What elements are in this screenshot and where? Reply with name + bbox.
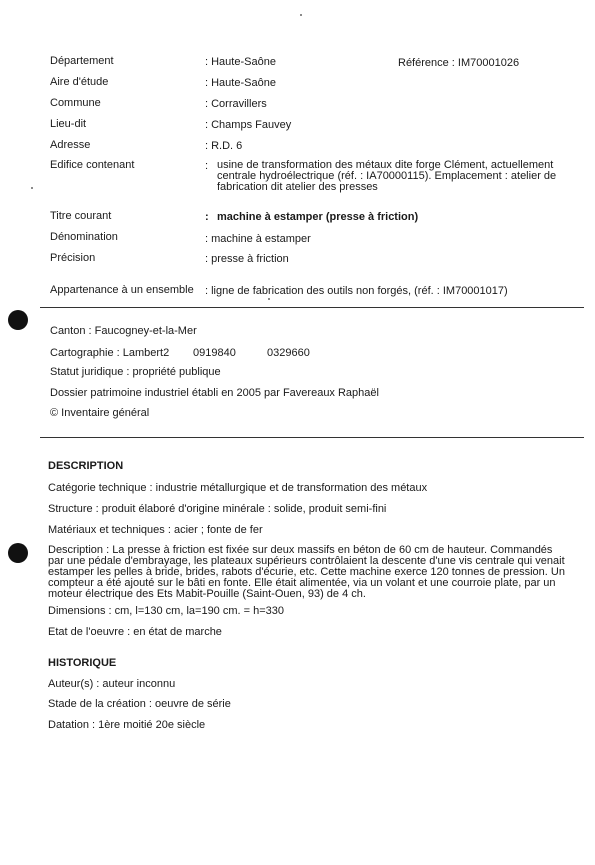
precision-label: Précision: [50, 252, 96, 264]
adresse-value: : R.D. 6: [205, 140, 243, 152]
appartenance-value: : ligne de fabrication des outils non forgés, (réf. : IM70001017): [205, 285, 508, 297]
precision-value: : presse à friction: [205, 253, 289, 265]
punch-hole-top: [8, 310, 28, 330]
dossier-info: Dossier patrimoine industriel établi en 2005 par Favereaux Raphaël: [50, 387, 379, 399]
section-divider-bottom: [40, 437, 584, 438]
denomination-label: Dénomination: [50, 231, 118, 243]
scan-speck: [300, 14, 302, 16]
coordinate-x: 0919840: [193, 347, 236, 359]
datation: Datation : 1ère moitié 20e siècle: [48, 719, 206, 731]
categorie-technique: Catégorie technique : industrie métallurgique et de transformation des métaux: [48, 482, 428, 494]
commune-label: Commune: [50, 97, 101, 109]
etat-oeuvre: Etat de l'oeuvre : en état de marche: [48, 626, 222, 638]
stade-creation: Stade de la création : oeuvre de série: [48, 698, 231, 710]
coordinate-y: 0329660: [267, 347, 310, 359]
denomination-value: : machine à estamper: [205, 233, 311, 245]
edifice-label: Edifice contenant: [50, 159, 135, 171]
punch-hole-bottom: [8, 543, 28, 563]
historique-heading: HISTORIQUE: [48, 657, 117, 669]
titre-courant-colon: :: [205, 211, 209, 223]
titre-courant-value: machine à estamper (presse à friction): [217, 211, 419, 223]
adresse-label: Adresse: [50, 139, 91, 151]
auteurs: Auteur(s) : auteur inconnu: [48, 678, 176, 690]
lieu-dit-value: : Champs Fauvey: [205, 119, 292, 131]
commune-value: : Corravillers: [205, 98, 267, 110]
structure: Structure : produit élaboré d'origine minérale : solide, produit semi-fini: [48, 503, 387, 515]
edifice-colon: :: [205, 160, 209, 172]
description-text: Description : La presse à friction est fixée sur deux massifs en béton de 60 cm de hauteur. Commandés par une pédale d'embrayage, les plateaux supérieurs contrôlaient la descente d'une vis centrale qui venait estamper les pelles à bride, brides, rabots d'écurie, etc. Cette machine exerce 120 tonnes de pression. Un compteur a été ajouté sur le bâti en fonte. Elle était alimentée, via un volant et une courroie plate, par un moteur électrique des Ets Mabit-Pouille (Saint-Ouen, 93) de 4 ch.: [48, 544, 565, 600]
departement-label: Département: [50, 55, 114, 67]
description-heading: DESCRIPTION: [48, 460, 124, 472]
aire-etude-label: Aire d'étude: [50, 76, 109, 88]
titre-courant-label: Titre courant: [50, 210, 112, 222]
cartographie: Cartographie : Lambert2: [50, 347, 170, 359]
aire-etude-value: : Haute-Saône: [205, 77, 276, 89]
copyright: © Inventaire général: [50, 407, 150, 419]
section-divider-top: [40, 307, 584, 308]
dimensions: Dimensions : cm, l=130 cm, la=190 cm. = h=330: [48, 605, 285, 617]
canton: Canton : Faucogney-et-la-Mer: [50, 325, 197, 337]
scan-speck: [31, 187, 33, 189]
departement-value: : Haute-Saône: [205, 56, 276, 68]
edifice-value: usine de transformation des métaux dite forge Clément, actuellement centrale hydroélectrique (réf. : IA70000115). Emplacement : atelier de fabrication dit atelier des presses: [217, 159, 557, 193]
appartenance-label: Appartenance à un ensemble: [50, 284, 194, 296]
reference: Référence : IM70001026: [398, 57, 520, 69]
statut-juridique: Statut juridique : propriété publique: [50, 366, 221, 378]
scan-speck: [268, 298, 270, 300]
lieu-dit-label: Lieu-dit: [50, 118, 87, 130]
materiaux-techniques: Matériaux et techniques : acier ; fonte de fer: [48, 524, 263, 536]
